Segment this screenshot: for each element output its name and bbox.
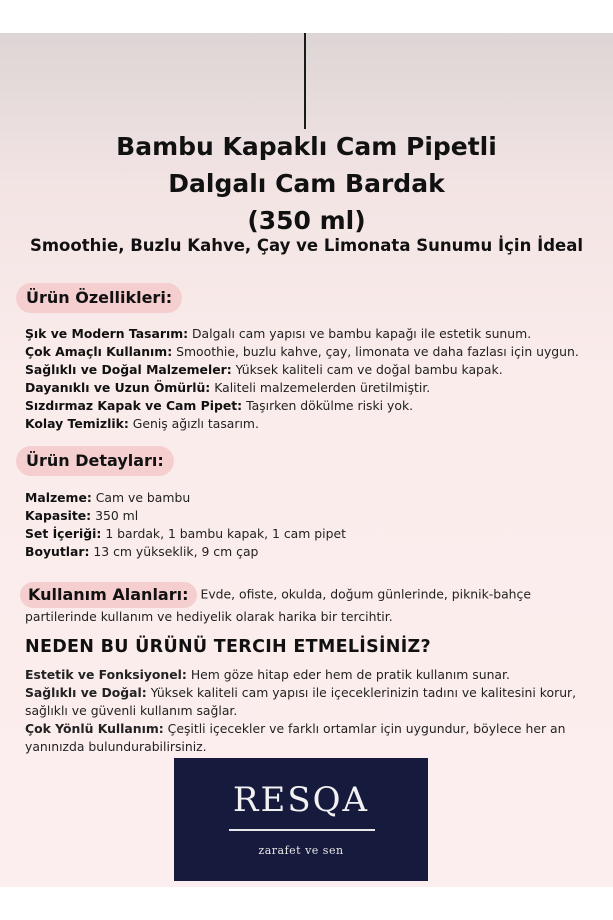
why-list	[25, 666, 600, 756]
why-item-cont: sağlıklı ve güvenli kullanım sağlar.	[25, 703, 238, 718]
brand-tagline: zarafet ve sen	[258, 844, 344, 857]
detail-item: Set İçeriği: 1 bardak, 1 bambu kapak, 1 cam pipet	[25, 526, 346, 541]
subtitle: Smoothie, Buzlu Kahve, Çay ve Limonata Sunumu İçin İdeal	[29, 236, 584, 255]
features-list	[25, 325, 600, 433]
usage-section	[20, 582, 600, 626]
brand-logo	[174, 758, 428, 881]
why-item: Estetik ve Fonksiyonel: Hem göze hitap eder hem de pratik kullanım sunar.	[25, 667, 510, 682]
why-item: Çok Yönlü Kullanım: Çeşitli içecekler ve farklı ortamlar için uygundur, böylece her an	[25, 721, 566, 736]
detail-item: Boyutlar: 13 cm yükseklik, 9 cm çap	[25, 544, 259, 559]
logo-divider	[229, 829, 375, 831]
details-list	[25, 489, 600, 561]
why-item: Sağlıklı ve Doğal: Yüksek kaliteli cam yapısı ile içeceklerinizin tadını ve kalitesini korur,	[25, 685, 577, 700]
usage-text-1: Evde, ofiste, okulda, doğum günlerinde, piknik-bahçe	[200, 586, 531, 602]
feature-item: Çok Amaçlı Kullanım: Smoothie, buzlu kahve, çay, limonata ve daha fazlası için uygun.	[25, 344, 579, 359]
why-item-cont: yanınızda bulundurabilirsiniz.	[25, 739, 207, 754]
features-heading: Ürün Özellikleri:	[16, 283, 182, 313]
hanger-line	[304, 33, 306, 129]
brand-wordmark: RESQA	[232, 780, 370, 820]
title-line-2: Dalgalı Cam Bardak	[168, 169, 445, 198]
title-line-3: (350 ml)	[247, 206, 366, 235]
feature-item: Şık ve Modern Tasarım: Dalgalı cam yapısı ve bambu kapağı ile estetik sunum.	[25, 326, 532, 341]
details-heading: Ürün Detayları:	[16, 446, 174, 476]
usage-text-2: partilerinde kullanım ve hediyelik olarak harika bir tercihtir.	[25, 609, 393, 624]
feature-item: Sağlıklı ve Doğal Malzemeler: Yüksek kaliteli cam ve doğal bambu kapak.	[25, 362, 503, 377]
detail-item: Malzeme: Cam ve bambu	[25, 490, 191, 505]
title-line-1: Bambu Kapaklı Cam Pipetli	[116, 132, 497, 161]
feature-item: Sızdırmaz Kapak ve Cam Pipet: Taşırken dökülme riski yok.	[25, 398, 414, 413]
feature-item: Dayanıklı ve Uzun Ömürlü: Kaliteli malzemelerden üretilmiştir.	[25, 380, 431, 395]
detail-item: Kapasite: 350 ml	[25, 508, 139, 523]
why-heading: NEDEN BU ÜRÜNÜ TERCIH ETMELİSİNİZ?	[25, 637, 432, 657]
feature-item: Kolay Temizlik: Geniş ağızlı tasarım.	[25, 416, 259, 431]
usage-heading: Kullanım Alanları:	[20, 582, 197, 608]
